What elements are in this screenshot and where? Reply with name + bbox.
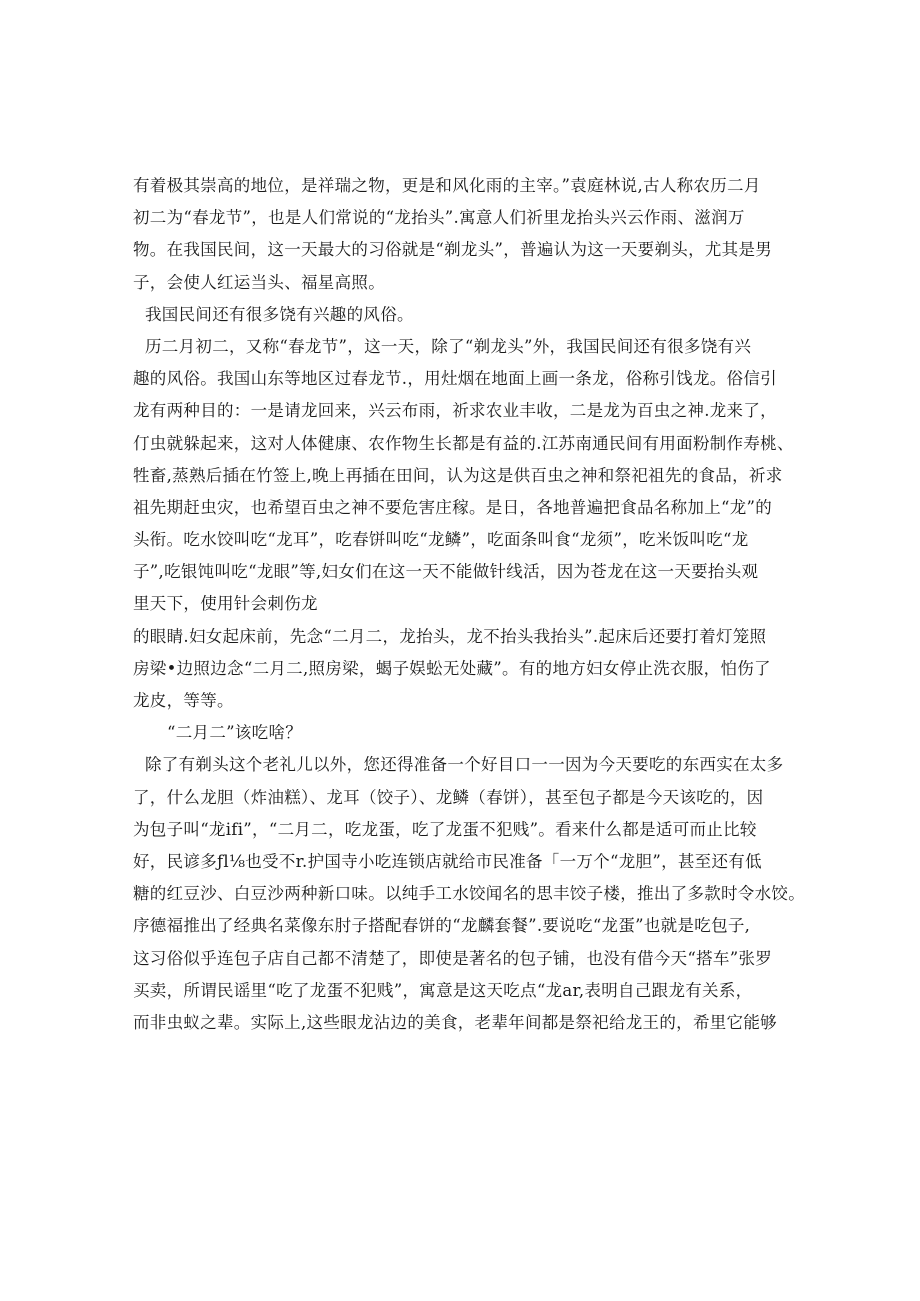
text-line: 物。在我国民间，这一天最大的习俗就是“剃龙头”，普遍认为这一天要剃头，尤其是男 — [133, 240, 773, 260]
text-line: 龙皮，等等。 — [133, 691, 234, 710]
text-line: 初二为“春龙节”，也是人们常说的“龙抬头”.寓意人们祈里龙抬头兴云作雨、滋润万 — [133, 208, 745, 228]
text-line: 买卖，所谓民谣里“吃了龙蛋不犯贱”，寓意是这天吃点“龙ar,表明自己跟龙有关系， — [133, 980, 753, 1000]
text-line: 里天下，使用针会刺伤龙 — [133, 594, 318, 614]
text-line: 为包子叫“龙ifi”，“二月二，吃龙蛋，吃了龙蛋不犯贱”。看来什么都是适可而止比较 — [133, 819, 757, 839]
text-line: 而非虫蚁之辈。实际上,这些眼龙沾边的美食，老辈年间都是祭祀给龙王的，希里它能够 — [133, 1012, 777, 1032]
text-line: 历二月初二，又称“春龙节”，这一天，除了“剃龙头”外，我国民间还有很多饶有兴 — [145, 336, 752, 356]
text-line: 牲畜,蒸熟后插在竹签上,晚上再插在田间，认为这是供百虫之神和祭祀祖先的食品，祈求 — [133, 465, 783, 485]
text-line: 除了有剃头这个老礼儿以外，您还得准备一个好目口一一因为今天要吃的东西实在太多 — [145, 755, 784, 775]
text-line: 序德福推出了经典名菜像东肘子搭配春饼的“龙麟套餐”.要说吃“龙蛋”也就是吃包子, — [133, 916, 751, 936]
text-line: 这习俗似乎连包子店自己都不清楚了，即使是著名的包子铺，也没有借今天“搭车”张罗 — [133, 948, 773, 968]
text-line: 了，什么龙胆（炸油糕）、龙耳（饺子）、龙鳞（春饼），甚至包子都是今天该吃的，因 — [133, 787, 764, 807]
text-line: “二月二”该吃啥？ — [167, 723, 303, 743]
text-line: 趣的风俗。我国山东等地区过春龙节.，用灶烟在地面上画一条龙，俗称引饯龙。俗信引 — [133, 369, 777, 389]
text-line: 祖先期赶虫灾，也希望百虫之神不要危害庄稼。是日，各地普遍把食品名称加上“龙”的 — [133, 497, 773, 517]
document-body — [133, 170, 813, 1039]
text-line: 的眼睛.妇女起床前，先念“二月二，龙抬头，龙不抬头我抬头”.起床后还要打着灯笼照 — [133, 626, 767, 646]
text-line: 好，民谚多ƒl⅛也受不r.护国寺小吃连锁店就给市民准备「一万个“龙胆”，甚至还有低 — [133, 851, 762, 871]
text-line: 子”,吃银饨叫吃“龙眼”等,妇女们在这一天不能做针线活，因为苍龙在这一天要抬头观 — [133, 562, 759, 582]
text-line: 龙有两种目的：一是请龙回来，兴云布雨，祈求农业丰收，二是龙为百虫之神.龙来了， — [133, 401, 777, 421]
text-line: 有着极其崇高的地位，是祥瑞之物，更是和风化雨的主宰。”袁庭林说,古人称农历二月 — [133, 176, 761, 195]
text-line: 糖的红豆沙、白豆沙两种新口味。以纯手工水饺闻名的思丰饺子楼，推出了多款时令水饺。 — [133, 884, 805, 904]
text-line: 房梁•边照边念“二月二,照房梁，蝎子娱蚣无处藏”。有的地方妇女停止洗衣服，怕伤了 — [133, 658, 771, 678]
text-line: 子，会使人红运当头、福星高照。 — [133, 272, 385, 292]
text-line: 头衔。吃水饺叫吃“龙耳”，吃春饼叫吃“龙鳞”，吃面条叫食“龙须”，吃米饭叫吃“龙 — [133, 530, 749, 550]
text-line: 仃虫就躲起来，这对人体健康、农作物生长都是有益的.江苏南通民间有用面粉制作寿桃、 — [133, 433, 794, 453]
text-line: 我国民间还有很多饶有兴趣的风俗。 — [145, 304, 414, 324]
